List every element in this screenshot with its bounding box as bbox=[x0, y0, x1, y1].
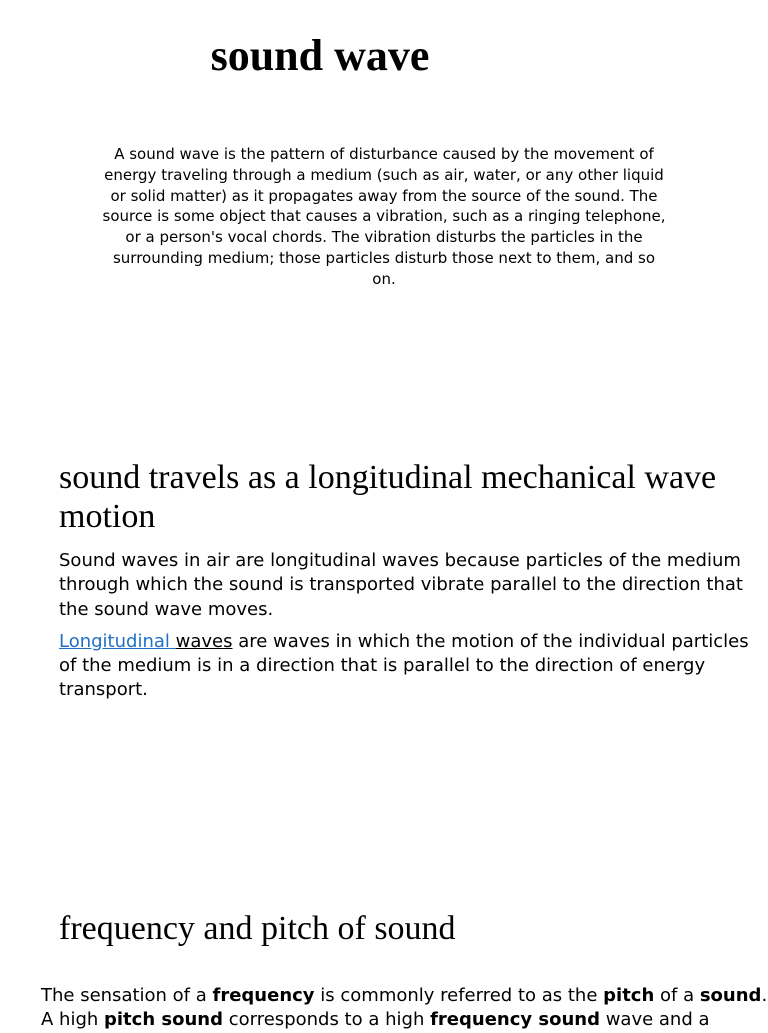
paragraph-sound-waves-in-air: Sound waves in air are longitudinal waves because particles of the medium through which the sound is transported vibrate parallel to the direction that the sound wave moves. bbox=[59, 550, 743, 620]
slide-title: sound travels as a longitudinal mechanical wave motion bbox=[59, 459, 717, 535]
bold-term: pitch bbox=[603, 985, 655, 1006]
bold-term: sound bbox=[699, 985, 762, 1006]
link-longitudinal[interactable]: Longitudinal bbox=[59, 630, 170, 652]
text-run: wave and a bbox=[599, 1009, 710, 1031]
slide-title: sound wave bbox=[210, 31, 430, 80]
slide-title: frequency and pitch of sound bbox=[59, 910, 456, 947]
bold-term: frequency sound bbox=[430, 1009, 600, 1031]
paragraph-rest: are waves in which the motion of the individual particles of the medium is in a direction that is parallel to the direction of energy transport. bbox=[59, 630, 749, 701]
slide-body bbox=[59, 549, 749, 711]
text-run: corresponds to a high bbox=[223, 1009, 431, 1031]
underlined-waves: waves bbox=[175, 630, 233, 652]
slide-body-text: A sound wave is the pattern of disturbance caused by the movement of energy traveling through a medium (such as air, water, or any other liquid or solid matter) as it propagates away from the source of the sound. The source is some object that causes a vibration, such as a ringing telephone, or a person's vocal chords. The vibration disturbs the particles in the surrounding medium; those particles disturb those next to them, and so on. bbox=[102, 145, 666, 288]
text-run: The sensation of a bbox=[41, 985, 213, 1006]
text-run: is commonly referred to as the bbox=[314, 985, 604, 1006]
bold-term: pitch sound bbox=[104, 1009, 224, 1031]
paragraph-longitudinal-definition bbox=[59, 630, 749, 703]
text-run: . bbox=[761, 985, 768, 1006]
text-run: of a bbox=[654, 985, 700, 1006]
slide-body bbox=[41, 984, 768, 1033]
body-line bbox=[41, 1008, 761, 1032]
body-line bbox=[41, 984, 768, 1008]
text-run: A high bbox=[41, 1009, 104, 1031]
bold-term: frequency bbox=[212, 985, 315, 1006]
